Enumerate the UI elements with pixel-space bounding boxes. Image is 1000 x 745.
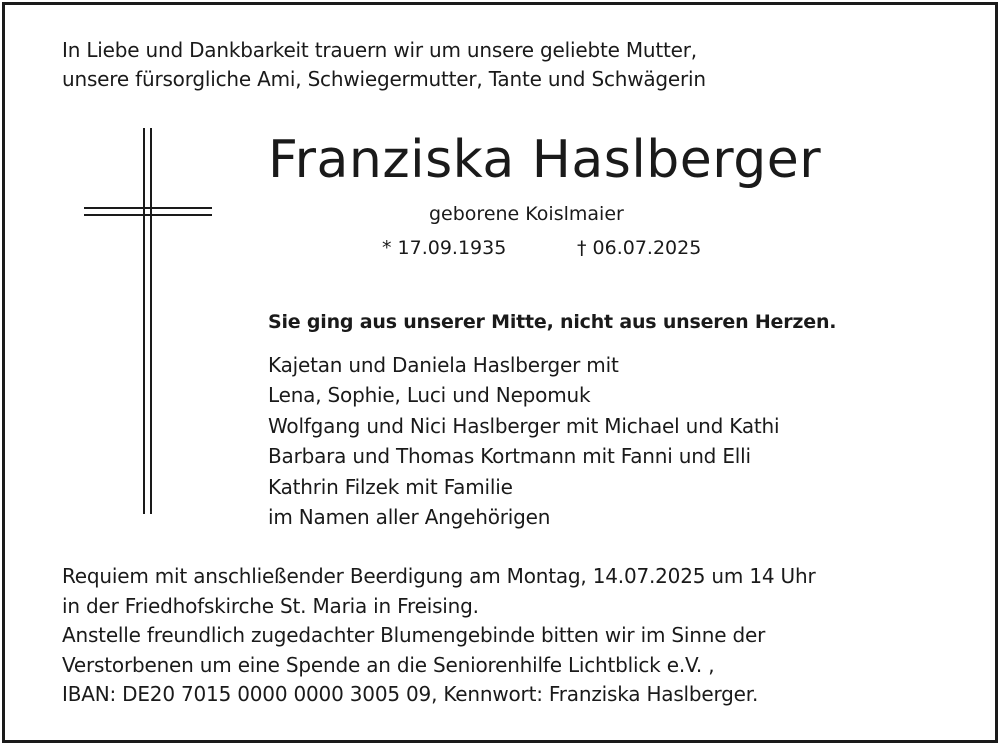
- mourner-line: im Namen aller Angehörigen: [268, 505, 551, 530]
- funeral-info: [62, 562, 815, 710]
- death-date: † 06.07.2025: [577, 237, 702, 259]
- footer-line: Verstorbenen um eine Spende an die Seniorenhilfe Lichtblick e.V. ,: [62, 652, 715, 677]
- intro-line-2: unsere fürsorgliche Ami, Schwiegermutter, Tante und Schwägerin: [62, 67, 706, 91]
- mourner-line: Kathrin Filzek mit Familie: [268, 474, 513, 499]
- footer-line: IBAN: DE20 7015 0000 0000 3005 09, Kennwort: Franziska Haslberger.: [62, 682, 759, 707]
- mourner-line: Barbara und Thomas Kortmann mit Fanni und Elli: [268, 444, 751, 469]
- mourner-line: Wolfgang und Nici Haslberger mit Michael und Kathi: [268, 413, 780, 438]
- mourner-line: Kajetan und Daniela Haslberger mit: [268, 353, 619, 377]
- birth-date: * 17.09.1935: [382, 237, 507, 259]
- motto: Sie ging aus unserer Mitte, nicht aus unseren Herzen.: [268, 311, 837, 333]
- maiden-name: geborene Koislmaier: [429, 203, 624, 225]
- footer-line: Requiem mit anschließender Beerdigung am Montag, 14.07.2025 um 14 Uhr: [62, 564, 816, 588]
- footer-line: Anstelle freundlich zugedachter Blumengebinde bitten wir im Sinne der: [62, 623, 766, 648]
- mourners-list: [268, 350, 779, 532]
- mourner-line: Lena, Sophie, Luci und Nepomuk: [268, 383, 591, 408]
- footer-line: in der Friedhofskirche St. Maria in Freising.: [62, 593, 479, 618]
- cross-icon: [84, 128, 212, 514]
- deceased-name: Franziska Haslberger: [268, 130, 822, 190]
- intro-text: [62, 36, 706, 94]
- life-dates: [382, 236, 702, 260]
- intro-line-1: In Liebe und Dankbarkeit trauern wir um unsere geliebte Mutter,: [62, 38, 697, 62]
